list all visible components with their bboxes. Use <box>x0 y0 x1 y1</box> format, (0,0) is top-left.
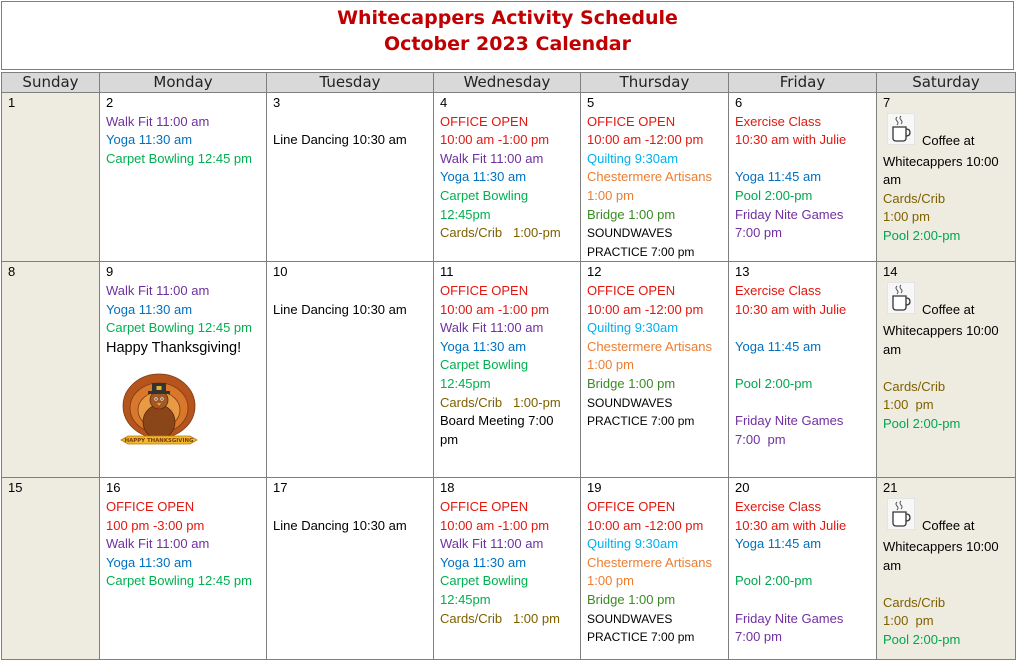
day-number: 11 <box>440 264 454 280</box>
event-line: OFFICE OPEN <box>440 113 529 129</box>
event-line: Friday Nite Games <box>735 206 844 222</box>
event-line: 1:00 pm <box>883 209 930 225</box>
event-line <box>735 554 876 573</box>
event-line: 1:00 pm <box>883 397 934 413</box>
event-line: SOUNDWAVES <box>587 226 673 241</box>
day-cell-wednesday <box>434 262 581 478</box>
page-title: Whitecappers Activity Schedule <box>337 7 678 29</box>
thanksgiving-turkey-icon <box>106 366 266 460</box>
event-line: Cards/Crib 1:00 pm <box>440 610 560 626</box>
event-line: Bridge 1:00 pm <box>587 375 676 391</box>
event-line <box>273 498 433 517</box>
event-line: Quilting 9:30am <box>587 320 679 336</box>
day-number: 18 <box>440 480 455 496</box>
event-line: Pool 2:00-pm <box>883 631 961 647</box>
day-cell-monday <box>100 262 267 478</box>
event-line: 1:00 pm <box>587 573 634 589</box>
event-line: Carpet Bowling 12:45 pm <box>106 320 252 336</box>
day-number: 3 <box>273 95 281 110</box>
day-cell-saturday <box>877 478 1016 660</box>
event-line: Cards/Crib <box>883 190 946 206</box>
event-line: pm <box>440 431 459 447</box>
day-cell-tuesday <box>267 93 434 262</box>
weekday-header-sunday: Sunday <box>2 73 100 93</box>
event-line: OFFICE OPEN <box>106 498 195 514</box>
day-cell-wednesday <box>434 478 581 660</box>
event-line <box>735 319 876 338</box>
event-line: Chestermere Artisans <box>587 338 712 354</box>
coffee-cup-icon <box>887 113 915 145</box>
event-line: 10:00 am -12:00 pm <box>587 517 704 533</box>
day-number: 8 <box>8 264 16 280</box>
event-line: Pool 2:00-pm <box>735 375 813 391</box>
day-cell-friday <box>729 478 877 660</box>
event-line: Bridge 1:00 pm <box>587 206 676 222</box>
day-cell-thursday <box>581 262 729 478</box>
day-number: 13 <box>735 264 750 280</box>
weekday-header-row <box>2 73 1016 93</box>
event-line: Cards/Crib 1:00-pm <box>440 225 561 241</box>
day-cell-tuesday <box>267 478 434 660</box>
event-line <box>735 356 876 375</box>
page-subtitle: October 2023 Calendar <box>384 33 631 55</box>
event-line: 10:00 am -1:00 pm <box>440 132 550 148</box>
day-number: 6 <box>735 95 743 110</box>
event-line: 1:00 pm <box>883 613 934 629</box>
event-line: Line Dancing 10:30 am <box>273 517 407 533</box>
weekday-header-tuesday: Tuesday <box>267 73 434 93</box>
event-line: 10:00 am -1:00 pm <box>440 301 550 317</box>
turkey-banner-text: HAPPY THANKSGIVING <box>124 437 194 444</box>
event-line: OFFICE OPEN <box>587 113 676 129</box>
event-line: Line Dancing 10:30 am <box>273 132 407 148</box>
event-line: Carpet Bowling 12:45 pm <box>106 150 252 166</box>
event-line: Yoga 11:30 am <box>106 132 193 148</box>
day-number: 20 <box>735 480 750 496</box>
day-cell-thursday <box>581 93 729 262</box>
event-line: Board Meeting 7:00 <box>440 413 554 429</box>
day-number: 16 <box>106 480 121 496</box>
coffee-label: Coffee at <box>922 132 975 148</box>
day-number: 15 <box>8 480 23 496</box>
event-line: Friday Nite Games <box>735 610 844 626</box>
weekday-header-thursday: Thursday <box>581 73 729 93</box>
event-line: Carpet Bowling <box>440 573 529 589</box>
coffee-cup-icon <box>887 282 915 314</box>
event-line: OFFICE OPEN <box>440 282 529 298</box>
event-line: Yoga 11:30 am <box>440 554 527 570</box>
day-number: 7 <box>883 95 891 110</box>
day-number: 1 <box>8 95 16 110</box>
event-line <box>883 575 1015 594</box>
event-line: 10:00 am -1:00 pm <box>440 517 550 533</box>
event-line: am <box>883 341 902 357</box>
day-number: 10 <box>273 264 288 280</box>
event-line: 10:00 am -12:00 pm <box>587 132 704 148</box>
day-cell-monday <box>100 93 267 262</box>
coffee-label: Coffee at <box>922 301 975 317</box>
day-number: 19 <box>587 480 602 496</box>
title-banner <box>1 1 1014 70</box>
day-cell-saturday <box>877 93 1016 262</box>
event-line: am <box>883 172 902 188</box>
event-line: Carpet Bowling 12:45 pm <box>106 573 252 589</box>
coffee-label: Coffee at <box>922 517 975 533</box>
event-line: Line Dancing 10:30 am <box>273 301 407 317</box>
event-line: 100 pm -3:00 pm <box>106 517 205 533</box>
event-line: 10:00 am -12:00 pm <box>587 301 704 317</box>
event-line: OFFICE OPEN <box>587 498 676 514</box>
day-cell-tuesday <box>267 262 434 478</box>
event-line: 10:30 am with Julie <box>735 517 847 533</box>
day-cell-sunday <box>2 262 100 478</box>
event-line: am <box>883 557 902 573</box>
day-cell-thursday <box>581 478 729 660</box>
event-line: 7:00 pm <box>735 629 782 645</box>
day-number: 9 <box>106 264 114 280</box>
day-cell-sunday <box>2 478 100 660</box>
event-line: 12:45pm <box>440 591 491 607</box>
event-line <box>735 394 876 413</box>
event-line: 10:30 am with Julie <box>735 301 847 317</box>
day-cell-saturday <box>877 262 1016 478</box>
event-line <box>273 282 433 301</box>
event-line: Walk Fit 11:00 am <box>106 536 210 552</box>
event-line: Yoga 11:30 am <box>440 169 527 185</box>
event-line <box>273 113 433 132</box>
event-line: Yoga 11:30 am <box>106 301 193 317</box>
event-line: Yoga 11:45 am <box>735 169 822 185</box>
event-line: Cards/Crib <box>883 594 946 610</box>
week-row <box>2 262 1016 478</box>
weekday-header-monday: Monday <box>100 73 267 93</box>
day-cell-friday <box>729 262 877 478</box>
week-row <box>2 93 1016 262</box>
day-cell-sunday <box>2 93 100 262</box>
event-line: 12:45pm <box>440 206 491 222</box>
day-cell-wednesday <box>434 93 581 262</box>
event-line: Exercise Class <box>735 282 821 298</box>
coffee-cup-icon <box>887 498 915 530</box>
day-cell-friday <box>729 93 877 262</box>
event-line <box>735 591 876 610</box>
event-line: Yoga 11:30 am <box>440 338 527 354</box>
event-line: 7:00 pm <box>735 431 786 447</box>
event-line: Chestermere Artisans <box>587 169 712 185</box>
weekday-header-wednesday: Wednesday <box>434 73 581 93</box>
event-line: Pool 2:00-pm <box>735 573 813 589</box>
day-number: 2 <box>106 95 114 110</box>
day-number: 21 <box>883 480 898 496</box>
event-line: 12:45pm <box>440 375 491 391</box>
event-line: Carpet Bowling <box>440 187 529 203</box>
event-line: Yoga 11:30 am <box>106 554 193 570</box>
day-number: 14 <box>883 264 898 280</box>
day-number: 12 <box>587 264 602 280</box>
event-line: Quilting 9:30am <box>587 150 679 166</box>
event-line: Walk Fit 11:00 am <box>106 282 210 298</box>
event-line: Yoga 11:45 am <box>735 338 822 354</box>
day-cell-monday <box>100 478 267 660</box>
event-line: Pool 2:00-pm <box>883 415 961 431</box>
event-line: Cards/Crib <box>883 378 946 394</box>
event-line: Bridge 1:00 pm <box>587 591 676 607</box>
calendar-grid <box>1 72 1016 660</box>
event-line: SOUNDWAVES <box>587 395 673 410</box>
event-line: OFFICE OPEN <box>587 282 676 298</box>
event-line: PRACTICE 7:00 pm <box>587 244 695 259</box>
coffee-row <box>883 498 1015 538</box>
event-line: 1:00 pm <box>587 187 634 203</box>
event-line: Walk Fit 11:00 am <box>106 113 210 129</box>
event-line: Friday Nite Games <box>735 413 844 429</box>
event-line: Chestermere Artisans <box>587 554 712 570</box>
event-line: Carpet Bowling <box>440 357 529 373</box>
coffee-row <box>883 113 1015 153</box>
event-line <box>735 150 876 169</box>
event-line: 10:30 am with Julie <box>735 132 847 148</box>
event-line: 1:00 pm <box>587 357 634 373</box>
event-line: Happy Thanksgiving! <box>106 339 242 356</box>
event-line: Quilting 9:30am <box>587 536 679 552</box>
event-line: Whitecappers 10:00 <box>883 153 999 169</box>
weekday-header-saturday: Saturday <box>877 73 1016 93</box>
event-line: Walk Fit 11:00 am <box>440 536 544 552</box>
event-line: Walk Fit 11:00 am <box>440 320 544 336</box>
week-row <box>2 478 1016 660</box>
event-line: Whitecappers 10:00 <box>883 322 999 338</box>
event-line: PRACTICE 7:00 pm <box>587 414 695 429</box>
event-line: Yoga 11:45 am <box>735 536 822 552</box>
event-line: OFFICE OPEN <box>440 498 529 514</box>
event-line: Cards/Crib 1:00-pm <box>440 394 561 410</box>
event-line: SOUNDWAVES <box>587 611 673 626</box>
coffee-row <box>883 282 1015 322</box>
event-line: Exercise Class <box>735 498 821 514</box>
event-line: PRACTICE 7:00 pm <box>587 630 695 645</box>
event-line: Pool 2:00-pm <box>883 227 961 243</box>
weekday-header-friday: Friday <box>729 73 877 93</box>
event-line <box>883 359 1015 378</box>
day-number: 5 <box>587 95 595 110</box>
day-number: 4 <box>440 95 448 110</box>
day-number: 17 <box>273 480 288 496</box>
event-line: Walk Fit 11:00 am <box>440 150 544 166</box>
event-line: Exercise Class <box>735 113 821 129</box>
event-line: 7:00 pm <box>735 225 782 241</box>
event-line: Pool 2:00-pm <box>735 187 813 203</box>
event-line: Whitecappers 10:00 <box>883 538 999 554</box>
